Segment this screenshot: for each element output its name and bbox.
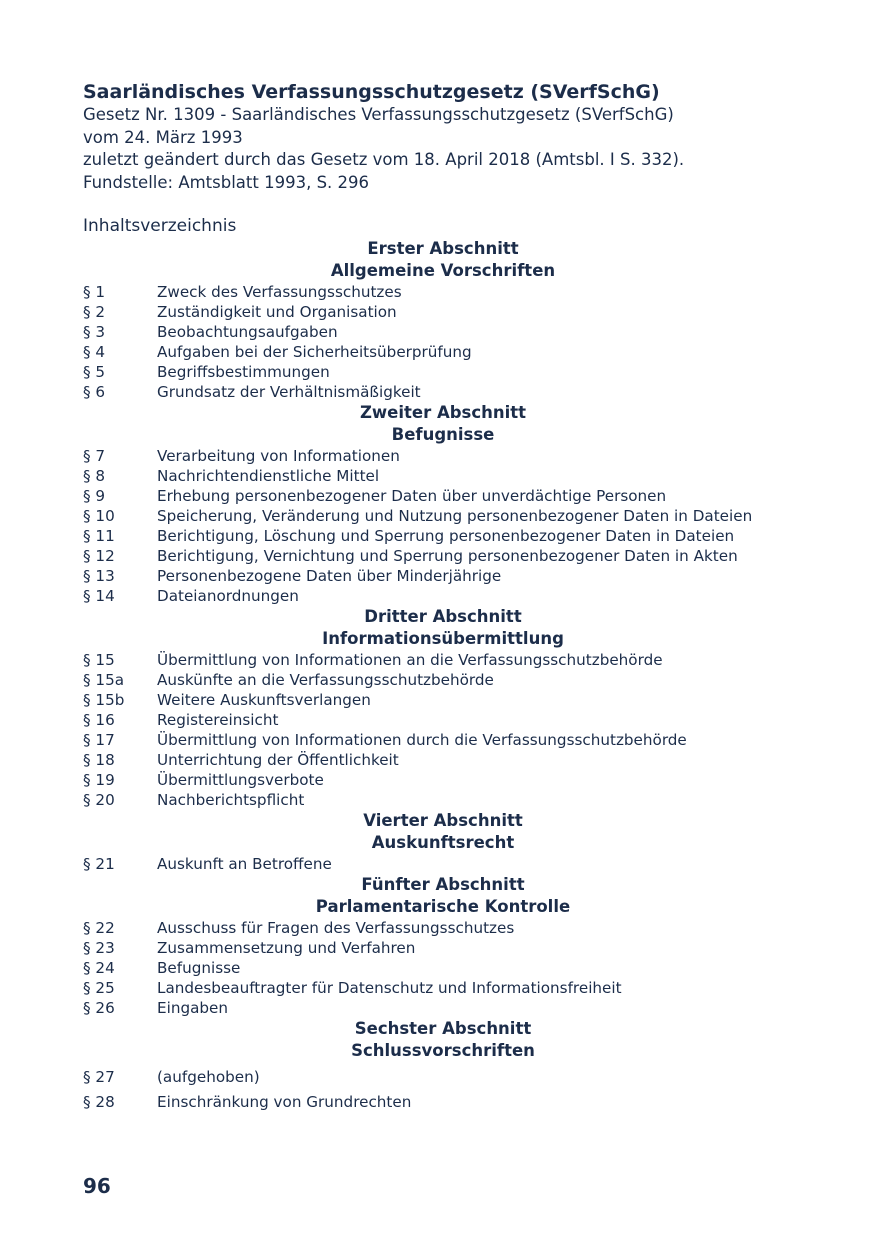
toc-entry: [83, 322, 803, 342]
table-of-contents: [83, 238, 803, 1112]
paragraph-number: § 5: [83, 363, 106, 381]
paragraph-title: Begriffsbestimmungen: [157, 363, 330, 381]
paragraph-title: Unterrichtung der Öffentlichkeit: [157, 751, 399, 769]
toc-entry: [83, 282, 803, 302]
paragraph-title: Aufgaben bei der Sicherheitsüberprüfung: [157, 343, 472, 361]
toc-entry: [83, 978, 803, 998]
toc-entry: [83, 526, 803, 546]
paragraph-title: Grundsatz der Verhältnismäßigkeit: [157, 383, 421, 401]
paragraph-title: Auskunft an Betroffene: [157, 855, 332, 873]
paragraph-title: Dateianordnungen: [157, 587, 299, 605]
paragraph-title: Übermittlungsverbote: [157, 771, 324, 789]
section-label: Erster Abschnitt: [367, 239, 519, 258]
paragraph-title: Übermittlung von Informationen durch die Verfassungsschutzbehörde: [157, 731, 687, 749]
paragraph-title: Verarbeitung von Informationen: [157, 447, 400, 465]
paragraph-number: § 28: [83, 1093, 115, 1111]
law-source: Fundstelle: Amtsblatt 1993, S. 296: [83, 172, 370, 192]
paragraph-title: Befugnisse: [157, 959, 241, 977]
toc-entry: [83, 790, 803, 810]
toc-section: [83, 606, 803, 810]
law-date: vom 24. März 1993: [83, 127, 243, 147]
paragraph-number: § 25: [83, 979, 115, 997]
paragraph-number: § 3: [83, 323, 106, 341]
toc-entry: [83, 854, 803, 874]
paragraph-number: § 13: [83, 567, 115, 585]
paragraph-number: § 17: [83, 731, 115, 749]
toc-entry: [83, 506, 803, 526]
toc-entry: [83, 710, 803, 730]
paragraph-number: § 2: [83, 303, 106, 321]
toc-section: [83, 238, 803, 402]
toc-entry: [83, 1092, 803, 1112]
toc-entry: [83, 938, 803, 958]
toc-entry: [83, 1067, 803, 1087]
toc-entry: [83, 998, 803, 1018]
toc-entry: [83, 382, 803, 402]
toc-entry: [83, 918, 803, 938]
toc-entry: [83, 466, 803, 486]
paragraph-number: § 14: [83, 587, 115, 605]
section-title: Schlussvorschriften: [351, 1041, 535, 1060]
paragraph-number: § 15a: [83, 671, 125, 689]
law-designation: Gesetz Nr. 1309 - Saarländisches Verfassungsschutzgesetz (SVerfSchG): [83, 105, 674, 124]
section-title: Informationsübermittlung: [322, 629, 564, 648]
toc-entry: [83, 566, 803, 586]
toc-entry: [83, 586, 803, 606]
toc-entry: [83, 690, 803, 710]
paragraph-number: § 18: [83, 751, 115, 769]
toc-entry: [83, 362, 803, 382]
toc-section: [83, 810, 803, 874]
section-title: Befugnisse: [391, 425, 495, 444]
paragraph-number: § 7: [83, 447, 106, 465]
paragraph-number: § 4: [83, 343, 106, 361]
law-meta: [83, 104, 803, 194]
section-title: Parlamentarische Kontrolle: [315, 897, 571, 916]
paragraph-number: § 10: [83, 507, 115, 525]
section-label: Zweiter Abschnitt: [359, 403, 527, 422]
toc-entry: [83, 750, 803, 770]
paragraph-title: Übermittlung von Informationen an die Verfassungsschutzbehörde: [157, 651, 663, 669]
section-label: Sechster Abschnitt: [354, 1019, 532, 1038]
paragraph-title: Erhebung personenbezogener Daten über unverdächtige Personen: [157, 487, 667, 505]
toc-entry: [83, 770, 803, 790]
paragraph-title: Zusammensetzung und Verfahren: [157, 939, 416, 957]
document-page: [83, 80, 803, 1112]
paragraph-number: § 6: [83, 383, 106, 401]
paragraph-number: § 22: [83, 919, 115, 937]
paragraph-title: Auskünfte an die Verfassungsschutzbehörde: [157, 671, 494, 689]
paragraph-title: Registereinsicht: [157, 711, 279, 729]
paragraph-number: § 15b: [83, 691, 125, 709]
paragraph-title: (aufgehoben): [157, 1068, 260, 1086]
paragraph-title: Weitere Auskunftsverlangen: [157, 691, 371, 709]
paragraph-number: § 27: [83, 1068, 115, 1086]
paragraph-number: § 12: [83, 547, 115, 565]
paragraph-title: Personenbezogene Daten über Minderjährige: [157, 567, 502, 585]
paragraph-title: Zweck des Verfassungsschutzes: [157, 283, 402, 301]
toc-entry: [83, 302, 803, 322]
paragraph-title: Nachberichtspflicht: [157, 791, 305, 809]
section-title: Auskunftsrecht: [371, 833, 515, 852]
toc-section: [83, 402, 803, 606]
page-number: 96: [83, 1174, 111, 1198]
paragraph-number: § 11: [83, 527, 115, 545]
paragraph-title: Nachrichtendienstliche Mittel: [157, 467, 380, 485]
section-label: Fünfter Abschnitt: [361, 875, 525, 894]
section-label: Vierter Abschnitt: [363, 811, 523, 830]
paragraph-title: Berichtigung, Vernichtung und Sperrung personenbezogener Daten in Akten: [157, 547, 738, 565]
paragraph-title: Berichtigung, Löschung und Sperrung personenbezogener Daten in Dateien: [157, 527, 735, 545]
paragraph-number: § 24: [83, 959, 115, 977]
paragraph-number: § 23: [83, 939, 115, 957]
paragraph-number: § 8: [83, 467, 106, 485]
toc-entry: [83, 546, 803, 566]
toc-entry: [83, 730, 803, 750]
toc-entry: [83, 486, 803, 506]
toc-entry: [83, 670, 803, 690]
paragraph-number: § 9: [83, 487, 106, 505]
toc-entry: [83, 342, 803, 362]
paragraph-title: Speicherung, Veränderung und Nutzung personenbezogener Daten in Dateien: [157, 507, 753, 525]
paragraph-number: § 20: [83, 791, 115, 809]
document-title: Saarländisches Verfassungsschutzgesetz (SVerfSchG): [83, 81, 660, 103]
paragraph-number: § 15: [83, 651, 115, 669]
toc-entry: [83, 650, 803, 670]
paragraph-title: Landesbeauftragter für Datenschutz und Informationsfreiheit: [157, 979, 622, 997]
paragraph-title: Beobachtungsaufgaben: [157, 323, 338, 341]
toc-section: [83, 1018, 803, 1112]
paragraph-number: § 21: [83, 855, 115, 873]
paragraph-number: § 26: [83, 999, 115, 1017]
paragraph-title: Einschränkung von Grundrechten: [157, 1093, 412, 1111]
toc-entry: [83, 446, 803, 466]
section-title: Allgemeine Vorschriften: [330, 261, 556, 280]
toc-heading: Inhaltsverzeichnis: [83, 216, 237, 236]
paragraph-number: § 1: [83, 283, 106, 301]
paragraph-title: Eingaben: [157, 999, 228, 1017]
paragraph-title: Zuständigkeit und Organisation: [157, 303, 397, 321]
section-label: Dritter Abschnitt: [364, 607, 522, 626]
paragraph-number: § 19: [83, 771, 115, 789]
paragraph-number: § 16: [83, 711, 115, 729]
toc-section: [83, 874, 803, 1018]
paragraph-title: Ausschuss für Fragen des Verfassungsschutzes: [157, 919, 515, 937]
toc-entry: [83, 958, 803, 978]
law-amendment: zuletzt geändert durch das Gesetz vom 18. April 2018 (Amtsbl. I S. 332).: [83, 150, 685, 169]
